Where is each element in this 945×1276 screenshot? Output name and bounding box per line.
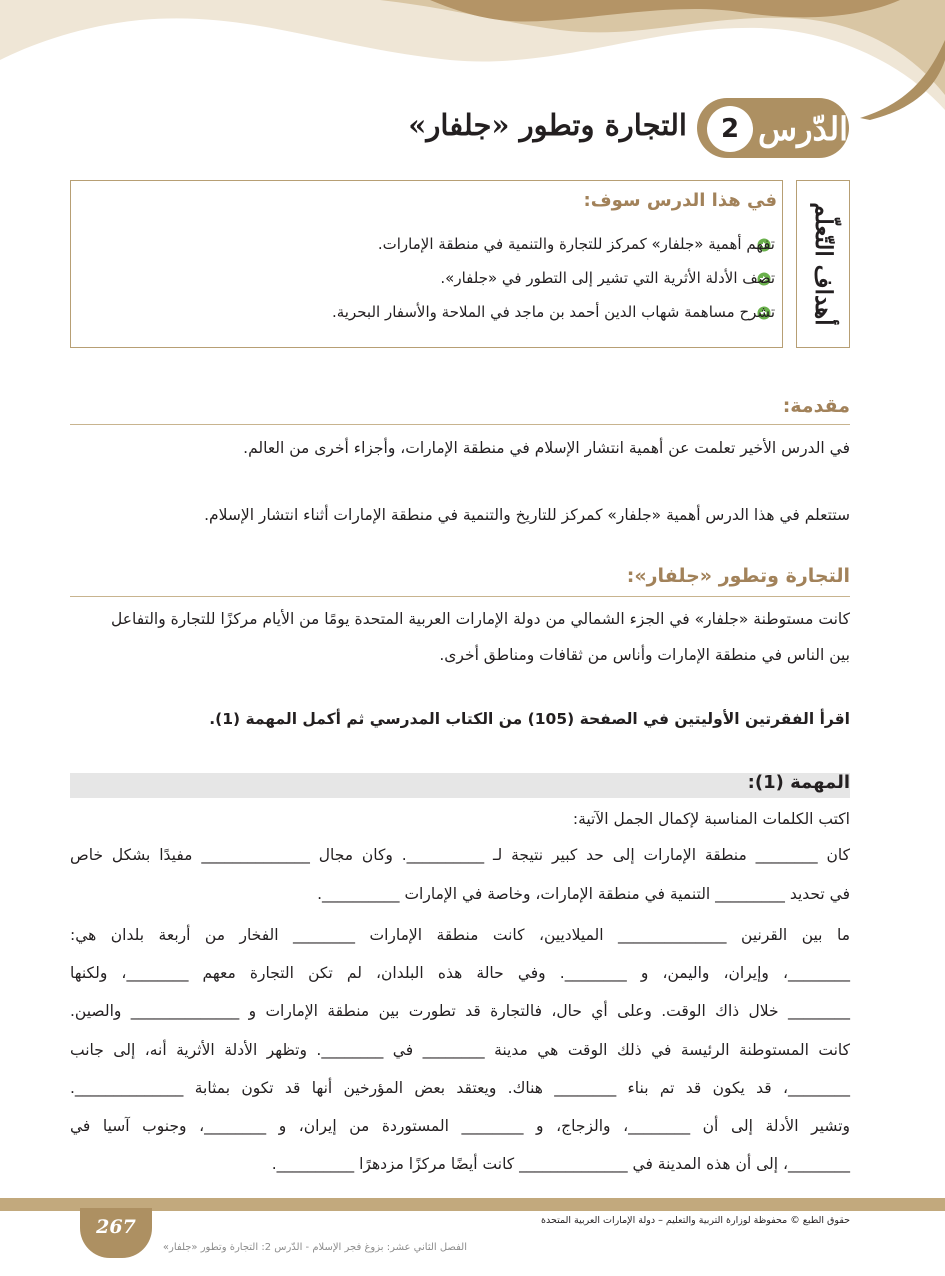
page-number: 267 xyxy=(96,1216,136,1238)
section-paragraph-line: كانت مستوطنة «جلفار» في الجزء الشمالي من دولة الإمارات العربية المتحدة يومًا من الأيام مركزًا للتجارة والتفاعل xyxy=(110,610,850,628)
objective-item: تشرح مساهمة شهاب الدين أحمد بن ماجد في الملاحة والأسفار البحرية. xyxy=(331,303,775,321)
objective-item: تصف الأدلة الأثرية التي تشير إلى التطور في «جلفار». xyxy=(440,269,775,287)
divider xyxy=(70,596,850,597)
fill-in-line: وتشير الأدلة إلى أن ________، والزجاج، و ________ المستوردة من إيران، و ________، وجنوب آسيا في xyxy=(70,1117,850,1135)
lesson-word: الدّرس xyxy=(758,110,848,148)
objectives-tab xyxy=(796,180,850,348)
lesson-number: 2 xyxy=(707,106,753,152)
task-prompt: اكتب الكلمات المناسبة لإكمال الجمل الآتية: xyxy=(572,810,850,828)
intro-heading: مقدمة: xyxy=(782,395,850,417)
copyright-text: حقوق الطبع © محفوظة لوزارة التربية والتعليم – دولة الإمارات العربية المتحدة xyxy=(541,1215,850,1226)
task-title-bar xyxy=(70,773,850,798)
fill-in-line: كان ________ منطقة الإمارات إلى حد كبير نتيجة لـ __________. وكان مجال ______________ مفيدًا بشكل خاص xyxy=(70,846,850,864)
fill-in-line: ________ خلال ذاك الوقت. وعلى أي حال، فالتجارة قد تطورت بين منطقة الإمارات و ______________ والصين. xyxy=(70,1002,850,1020)
intro-paragraph-1: في الدرس الأخير تعلمت عن أهمية انتشار الإسلام في منطقة الإمارات، وأجزاء أخرى من العالم. xyxy=(243,439,850,457)
fill-in-line: ________، قد يكون قد تم بناء ________ هناك. ويعتقد بعض المؤرخين أنها قد تكون بمثابة ______________. xyxy=(70,1079,850,1097)
fill-in-line: في تحديد _________ التنمية في منطقة الإمارات، وخاصة في الإمارات __________. xyxy=(317,885,850,903)
objective-item: تفهم أهمية «جلفار» كمركز للتجارة والتنمية في منطقة الإمارات. xyxy=(377,235,775,253)
fill-in-line: ما بين القرنين ______________ الميلاديين، كانت منطقة الإمارات ________ الفخار من أربعة بلدان هي: xyxy=(70,926,850,944)
fill-in-line: كانت المستوطنة الرئيسة في ذلك الوقت هي مدينة ________ في ________. وتظهر الأدلة الأثرية أنه، إلى جانب xyxy=(70,1041,850,1059)
objectives-heading: في هذا الدرس سوف: xyxy=(583,190,777,211)
fill-in-line: ________، إلى أن هذه المدينة في ______________ كانت أيضًا مركزًا مزدهرًا __________. xyxy=(271,1155,850,1173)
section-heading: التجارة وتطور «جلفار»: xyxy=(626,565,850,587)
fill-in-line: ________، وإيران، واليمن، و ________. وفي حالة هذه البلدان، لم تكن التجارة معهم ________، ولكنها xyxy=(70,964,850,982)
lesson-title: التجارة وتطور «جلفار» xyxy=(408,108,687,142)
divider xyxy=(70,424,850,425)
breadcrumb: الفصل الثاني عشر: بزوغ فجر الإسلام - الدّرس 2: التجارة وتطور «جلفار» xyxy=(162,1242,467,1253)
section-paragraph-line: بين الناس في منطقة الإمارات وأناس من ثقافات ومناطق أخرى. xyxy=(439,646,850,664)
intro-paragraph-2: ستتعلم في هذا الدرس أهمية «جلفار» كمركز للتاريخ والتنمية في منطقة الإمارات أثناء انتشار الإسلام. xyxy=(204,506,850,524)
objectives-tab-label: أهداف التّعلّم xyxy=(810,202,837,326)
instruction-text: اقرأ الفقرتين الأوليتين في الصفحة (105) من الكتاب المدرسي ثم أكمل المهمة (1). xyxy=(209,710,850,728)
task-title: المهمة (1): xyxy=(747,772,850,793)
